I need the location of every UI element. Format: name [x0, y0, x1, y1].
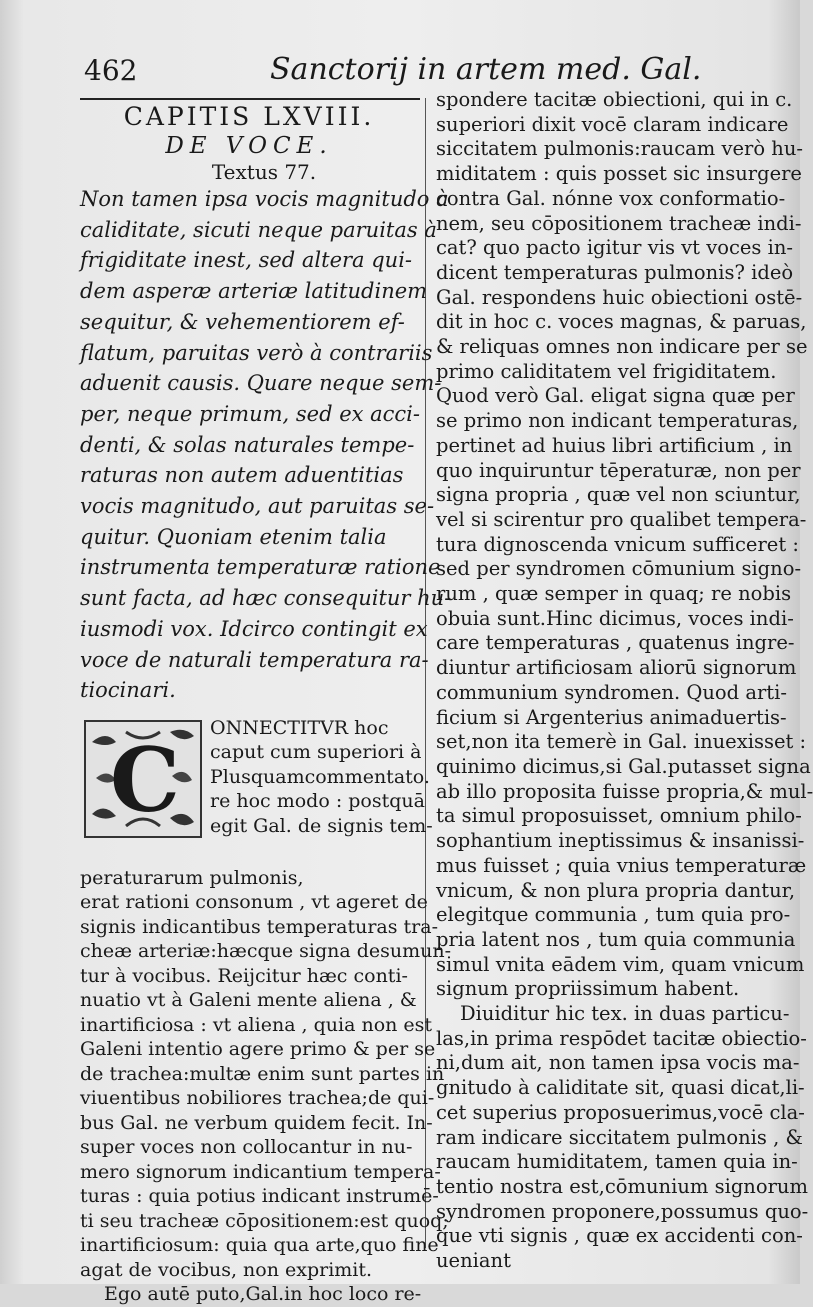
text-line: quo inquiruntur tēperaturæ, non per [436, 458, 801, 482]
text-line: superiori dixit vocē claram indicare [436, 112, 789, 136]
text-line: obuia sunt.Hinc dicimus, voces indi- [436, 606, 794, 630]
text-line: sophantium ineptissimus & insanissi- [436, 829, 805, 853]
text-line: aduenit causis. Quare neque sem- [80, 371, 442, 396]
text-line: las,in prima respōdet tacitæ obiectio- [436, 1026, 807, 1050]
text-line: rum , quæ semper in quaq; re nobis [436, 582, 792, 606]
text-line: pertinet ad huius libri artificium , in [436, 433, 793, 457]
text-line: signum propriissimum habent. [436, 977, 740, 1001]
text-line: syndromen proponere,possumus quo- [436, 1199, 809, 1223]
page-header [80, 52, 740, 92]
right-column [436, 88, 813, 1274]
text-line: voce de naturali temperatura ra- [80, 647, 429, 672]
text-line: super voces non collocantur in nu- [80, 1136, 413, 1159]
text-line: per, neque primum, sed ex acci- [80, 401, 420, 426]
dropcap-adjacent-lines [210, 716, 433, 839]
text-line: bus Gal. ne verbum quidem fecit. In- [80, 1111, 433, 1134]
chapter-subheading: DE VOCE. [165, 133, 333, 159]
text-line: ficium si Argenterius animaduertis- [436, 705, 787, 729]
decorated-initial [84, 720, 202, 838]
text-line: tentio nostra est,cōmunium signorum [436, 1174, 808, 1198]
text-line: denti, & solas naturales tempe- [80, 432, 415, 457]
text-line: ueniant [436, 1249, 511, 1273]
commentary-opening [80, 716, 433, 866]
text-line: tur à vocibus. Reijcitur hæc conti- [80, 964, 408, 987]
text-line: elegitque communia , tum quia pro- [436, 903, 791, 927]
text-line: sed per syndromen cōmunium signo- [436, 557, 802, 581]
text-line: agat de vocibus, non exprimit. [80, 1258, 373, 1281]
text-line: dicent temperaturas pulmonis? ideò [436, 260, 794, 284]
text-line: erat rationi consonum , vt ageret de [80, 891, 428, 914]
text-line: pria latent nos , tum quia communia [436, 927, 796, 951]
text-line: communium syndromen. Quod arti- [436, 680, 787, 704]
text-line: ta simul proposuisset, omnium philo- [436, 804, 802, 828]
text-line: se primo non indicant temperaturas, [436, 409, 799, 433]
text-line: caliditate, sicuti neque paruitas à [80, 217, 437, 242]
commentary-text [80, 866, 452, 1307]
text-line: ONNECTITVR hoc [210, 716, 389, 739]
text-line: Diuiditur hic tex. in duas particu- [460, 1002, 790, 1026]
text-line: re hoc modo : postquā [210, 790, 425, 813]
text-line: cat? quo pacto igitur vis vt voces in- [436, 236, 794, 260]
text-line: dem asperæ arteriæ latitudinem [80, 279, 428, 304]
text-line: mus fuisset ; quia vnius temperaturæ [436, 853, 807, 877]
textus-label: Textus 77. [211, 160, 317, 184]
running-title: Sanctorij in artem med. Gal. [270, 52, 702, 87]
text-line: ab illo proposita fuisse propria,& mul- [436, 779, 813, 803]
text-line: Galeni intentio agere primo & per se [80, 1038, 436, 1061]
text-line: ti seu tracheæ cōpositionem:est quoq; [80, 1209, 449, 1232]
text-line: sunt facta, ad hæc consequitur hu- [80, 586, 452, 611]
text-line: turas : quia potius indicant instrumē- [80, 1185, 439, 1208]
header-rule [80, 98, 420, 100]
text-line: frigiditate inest, sed altera qui- [80, 248, 413, 273]
text-line: miditatem : quis posset sic insurgere [436, 162, 802, 186]
text-line: inartificiosum: quia qua arte,quo fine [80, 1234, 439, 1257]
text-line: gnitudo à caliditate sit, quasi dicat,li- [436, 1076, 805, 1100]
text-line: mero signorum indicantium tempera- [80, 1160, 441, 1183]
text-line: quitur. Quoniam etenim talia [80, 524, 387, 549]
text-line: Plusquamcommentato. [210, 765, 430, 788]
text-line: nem, seu cōpositionem tracheæ indi- [436, 211, 802, 235]
text-line: que vti signis , quæ ex accidenti con- [436, 1224, 803, 1248]
text-line: cet superius proposuerimus,vocē cla- [436, 1100, 805, 1124]
text-line: signa propria , quæ vel non sciuntur, [436, 483, 801, 507]
text-line: raturas non autem aduentitias [80, 463, 404, 488]
text-line: simul vnita eādem vim, quam vnicum [436, 952, 805, 976]
text-line: sequitur, & vehementiorem ef- [80, 309, 405, 334]
text-line: iusmodi vox. Idcirco contingit ex [80, 616, 428, 641]
text-line: inartificiosa : vt aliena , quia non est [80, 1013, 433, 1036]
text-line: spondere tacitæ obiectioni, qui in c. [436, 88, 793, 111]
text-line: Quod verò Gal. eligat signa quæ per [436, 384, 795, 408]
text-line: flatum, paruitas verò à contrariis [80, 340, 433, 365]
text-line: peraturarum pulmonis, [80, 866, 304, 889]
text-line: care temperaturas , quatenus ingre- [436, 631, 795, 655]
text-line: vnicum, & non plura propria dantur, [436, 878, 796, 902]
text-line: ram indicare siccitatem pulmonis , & [436, 1125, 803, 1149]
text-line: raucam humiditatem, tamen quia in- [436, 1150, 798, 1174]
left-column [80, 102, 452, 1307]
text-line: Ego autē puto,Gal.in hoc loco re- [104, 1283, 422, 1306]
text-line: tiocinari. [80, 678, 176, 703]
text-line: Gal. respondens huic obiectioni ostē- [436, 285, 803, 309]
text-line: instrumenta temperaturæ ratione [80, 555, 441, 580]
text-line: cheæ arteriæ:hæcque signa desumun- [80, 940, 452, 963]
text-line: viuentibus nobiliores trachea;de qui- [80, 1087, 435, 1110]
text-line: ni,dum ait, non tamen ipsa vocis ma- [436, 1051, 800, 1075]
page-number: 462 [84, 54, 138, 87]
text-line: de trachea:multæ enim sunt partes in [80, 1062, 445, 1085]
text-line: set,non ita temerè in Gal. inuexisset : [436, 730, 807, 754]
text-line: siccitatem pulmonis:raucam verò hu- [436, 137, 803, 161]
text-line: diuntur artificiosam aliorū signorum [436, 656, 797, 680]
text-line: vel si scirentur pro qualibet tempera- [436, 507, 807, 531]
text-line: & reliquas omnes non indicare per se [436, 335, 808, 359]
text-line: signis indicantibus temperaturas tra- [80, 915, 439, 938]
text-line: vocis magnitudo, aut paruitas se- [80, 494, 435, 519]
text-line: contra Gal. nónne vox conformatio- [436, 186, 786, 210]
text-line: quinimo dicimus,si Gal.putasset signa [436, 754, 811, 778]
text-line: primo caliditatem vel frigiditatem. [436, 359, 777, 383]
galen-text [80, 184, 452, 706]
text-line: tura dignoscenda vnicum sufficeret : [436, 532, 799, 556]
text-line: caput cum superiori à [210, 741, 422, 764]
text-line: egit Gal. de signis tem- [210, 814, 433, 837]
text-line: Non tamen ipsa vocis magnitudo à [80, 187, 449, 211]
text-line: dit in hoc c. voces magnas, & paruas, [436, 310, 807, 334]
text-line: nuatio vt à Galeni mente aliena , & [80, 989, 417, 1012]
chapter-heading: CAPITIS LXVIII. [123, 102, 375, 131]
initial-letter: C [109, 727, 181, 832]
